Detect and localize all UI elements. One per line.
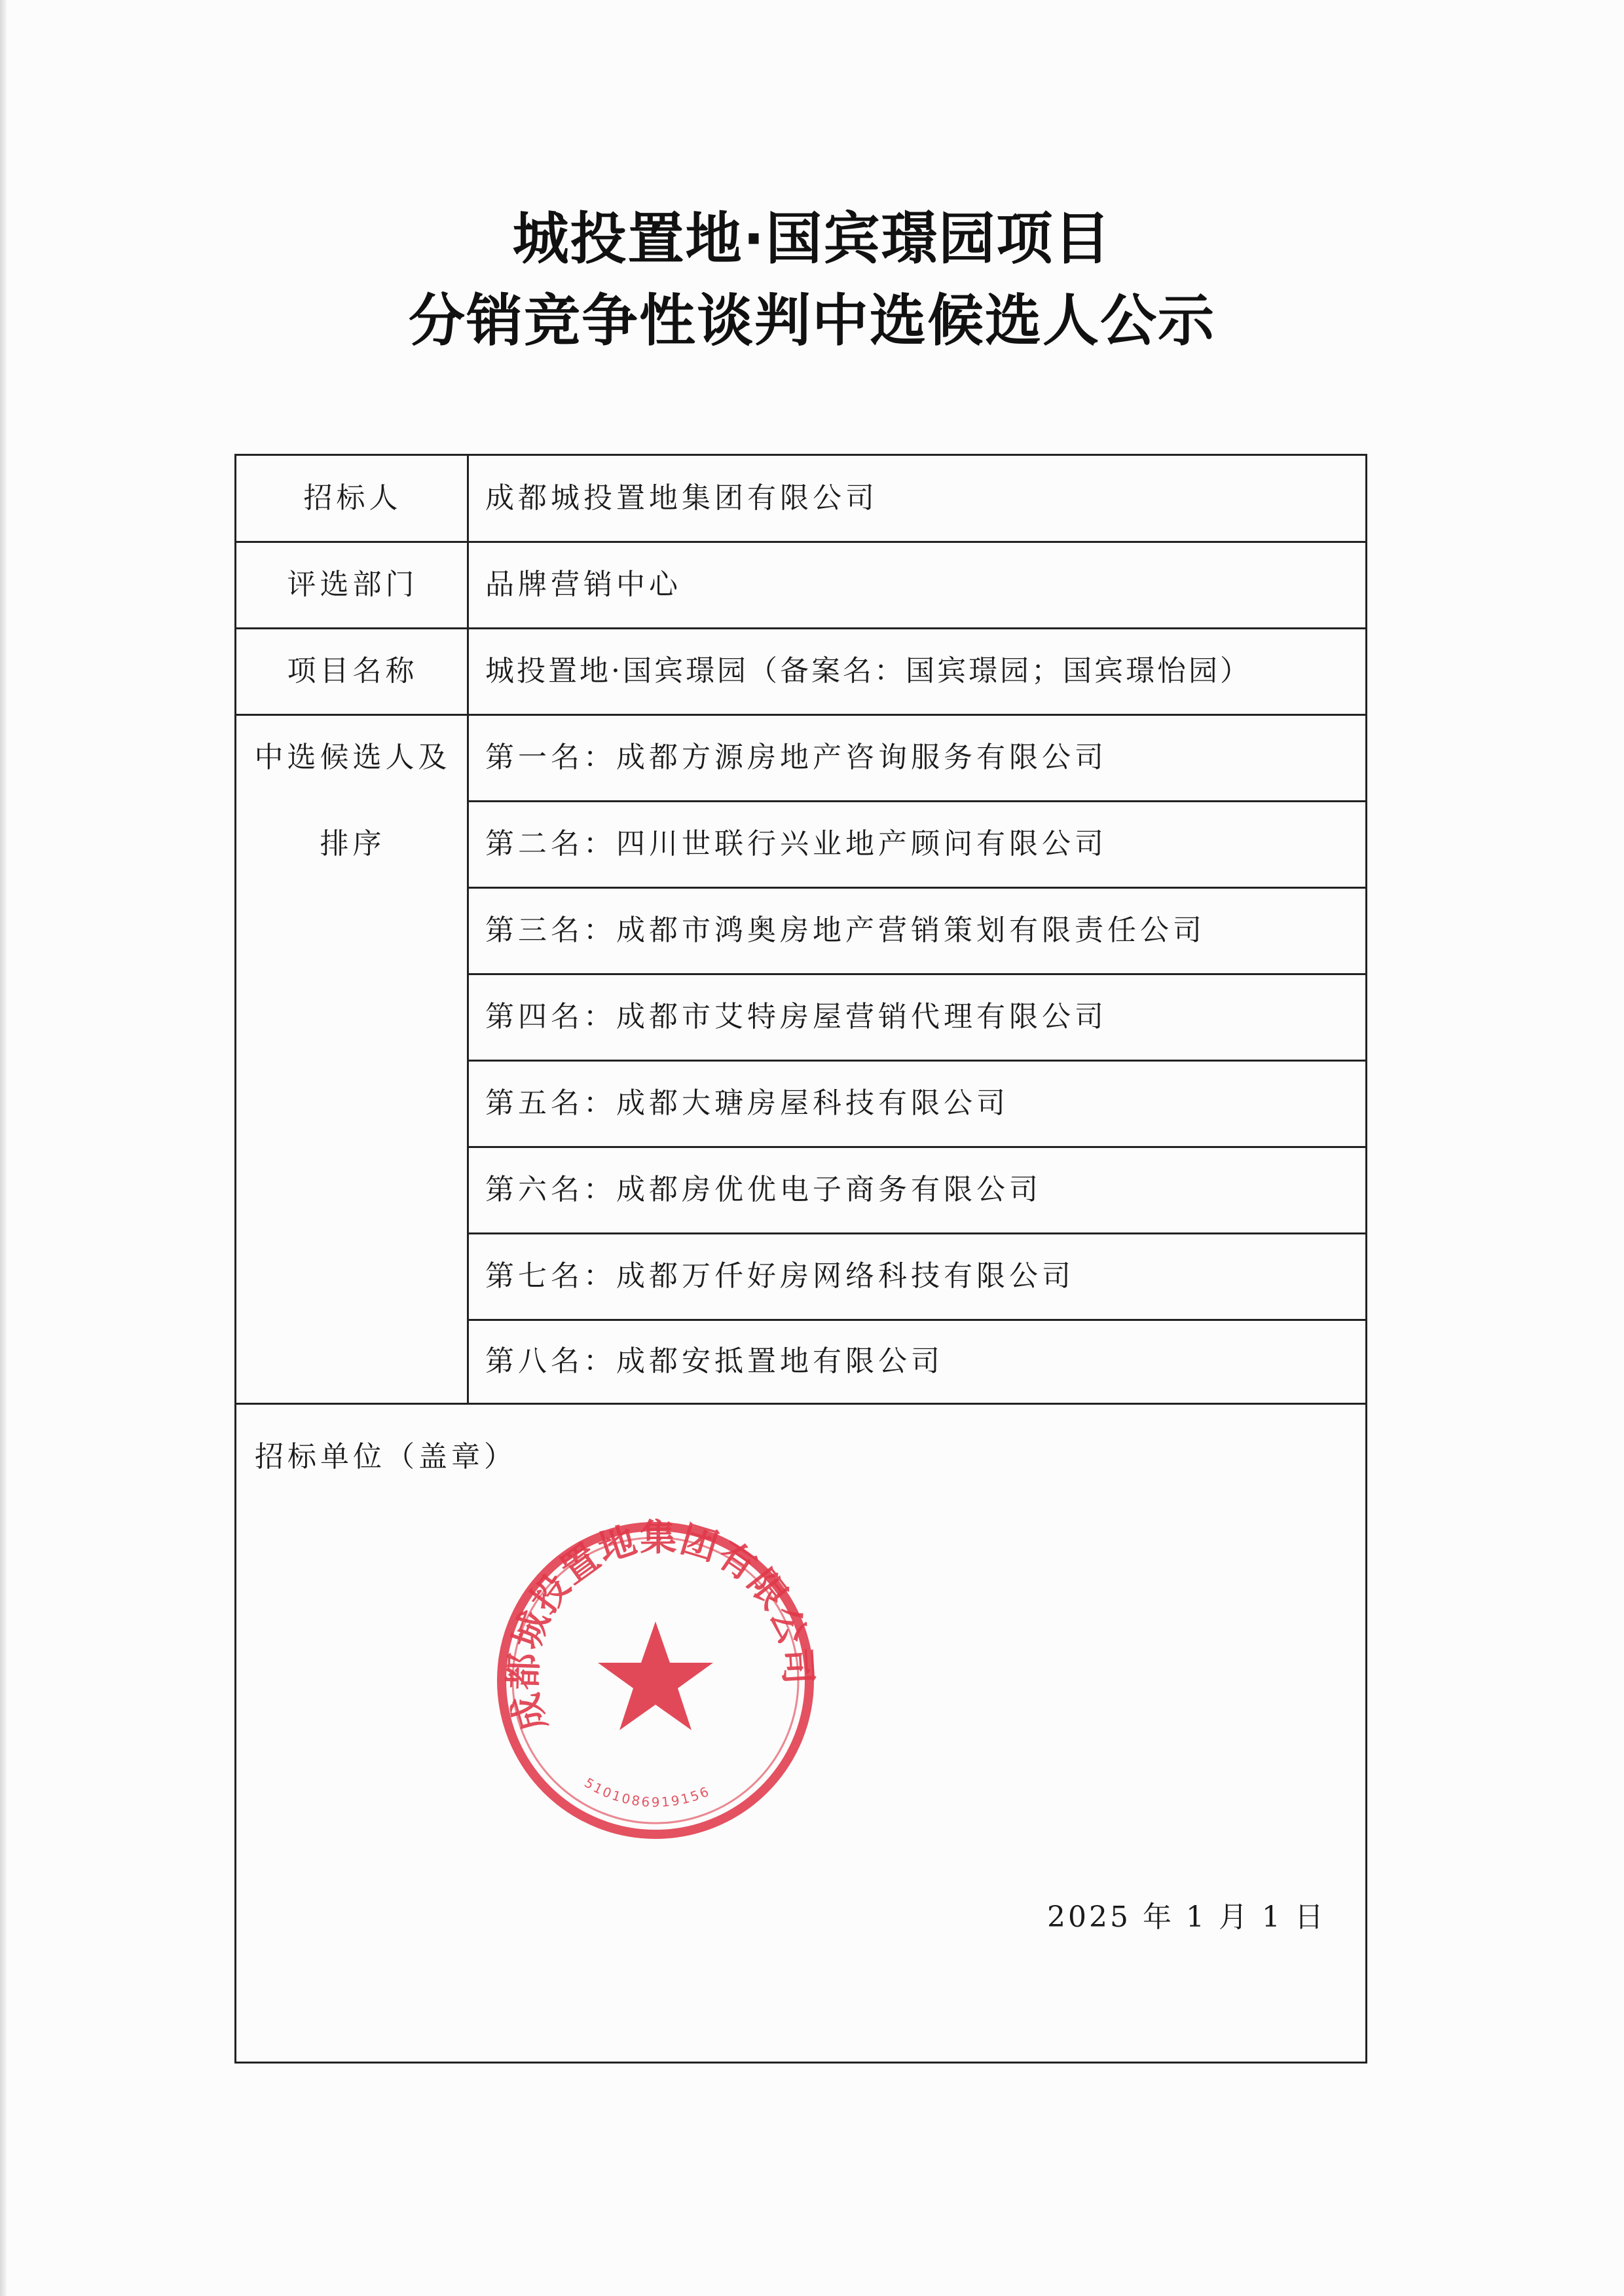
candidate-rank: 第一名： (485, 741, 616, 774)
candidate-name: 成都万仟好房网络科技有限公司 (616, 1259, 1075, 1293)
seal-star-icon (598, 1621, 713, 1730)
candidate-name: 成都方源房地产咨询服务有限公司 (616, 741, 1107, 774)
candidate-row (485, 715, 1107, 800)
candidate-name: 成都市鸿奥房地产营销策划有限责任公司 (616, 914, 1206, 947)
value-project-name: 城投置地·国宾璟园（备案名：国宾璟园；国宾璟怡园） (485, 654, 1251, 688)
candidate-rank: 第七名： (485, 1259, 616, 1293)
value-tenderer: 成都城投置地集团有限公司 (485, 481, 878, 515)
candidate-name: 成都房优优电子商务有限公司 (616, 1173, 1042, 1206)
candidate-row (485, 1234, 1075, 1319)
announcement-date: 2025 年 1 月 1 日 (1047, 1900, 1326, 1934)
document-title-line2: 分销竞争性谈判中选候选人公示 (409, 288, 1215, 354)
label-tenderer: 招标人 (303, 481, 402, 515)
candidate-name: 成都安抵置地有限公司 (616, 1344, 944, 1378)
candidate-name: 成都市艾特房屋营销代理有限公司 (616, 1000, 1107, 1033)
document-title-line1: 城投置地·国宾璟园项目 (512, 206, 1112, 272)
candidate-rank: 第六名： (485, 1173, 616, 1206)
candidate-row (485, 1319, 944, 1404)
candidate-name: 成都大瑭房屋科技有限公司 (616, 1086, 1009, 1120)
candidate-rank: 第二名： (485, 827, 616, 861)
candidate-row (485, 1147, 1042, 1232)
candidate-row (485, 888, 1206, 973)
candidate-row (485, 974, 1107, 1060)
candidate-rank: 第五名： (485, 1086, 616, 1120)
label-department: 评选部门 (287, 568, 418, 601)
label-candidates-line2: 排序 (320, 827, 386, 861)
seal-code-text (581, 1775, 712, 1810)
company-seal (485, 1510, 826, 1851)
seal-ring-textpath: 成都城投置地集团有限公司 (502, 1515, 821, 1737)
stamp-label: 招标单位（盖章） (255, 1440, 517, 1473)
candidate-row (485, 1061, 1009, 1146)
label-candidates-line1: 中选候选人及 (254, 741, 451, 774)
value-department: 品牌营销中心 (485, 568, 682, 601)
candidate-rank: 第八名： (485, 1344, 616, 1378)
candidate-row (485, 802, 1107, 887)
seal-code-textpath: 5101086919156 (581, 1774, 713, 1811)
candidate-rank: 第三名： (485, 914, 616, 947)
candidate-rank: 第四名： (485, 1000, 616, 1033)
announcement-table (234, 454, 1367, 2064)
label-project-name: 项目名称 (287, 654, 418, 688)
candidate-name: 四川世联行兴业地产顾问有限公司 (616, 827, 1107, 861)
